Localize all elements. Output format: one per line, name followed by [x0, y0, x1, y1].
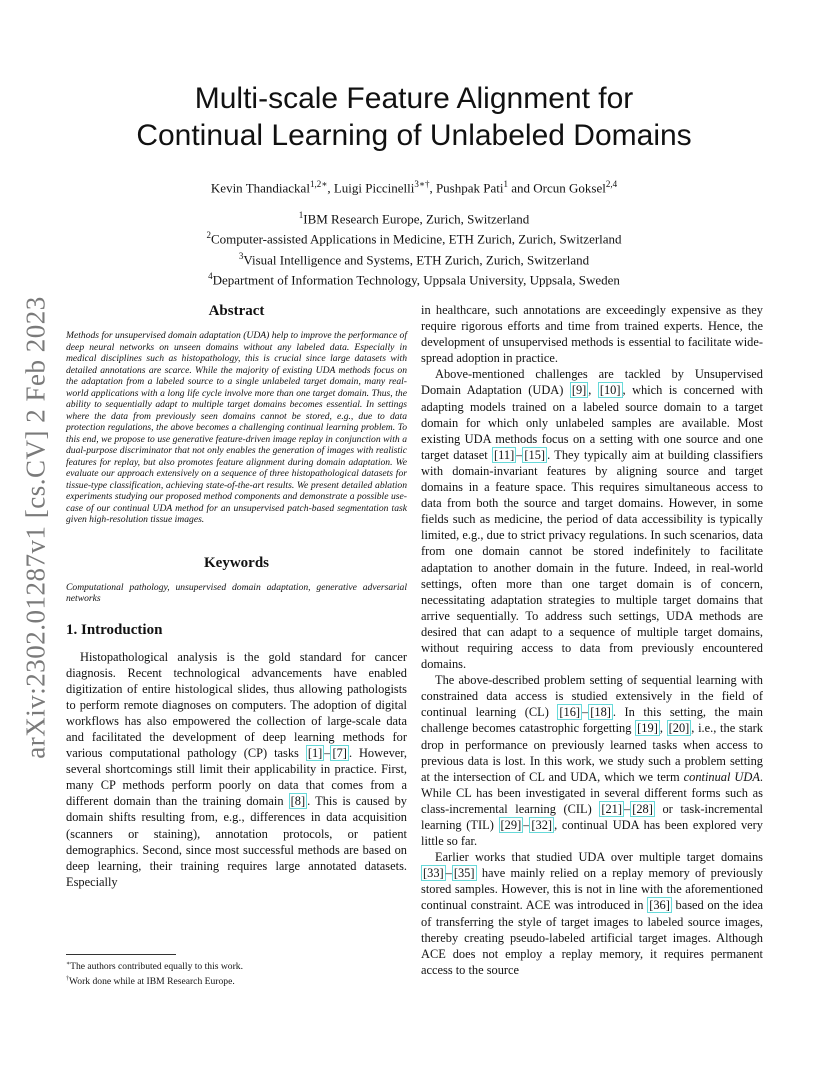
citation-link[interactable]: [35]	[453, 866, 475, 881]
arxiv-identifier-text: arXiv:2302.01287v1 [cs.CV] 2 Feb 2023	[20, 295, 51, 759]
footnote-text: Work done while at IBM Research Europe.	[69, 976, 235, 988]
paragraph	[421, 849, 763, 978]
citation-link[interactable]: [10]	[599, 383, 621, 398]
author-name: Kevin Thandiackal	[210, 180, 310, 196]
citation-link[interactable]: [32]	[531, 818, 553, 832]
text-run: , which is concerned with adapting models trained on a labeled source domain to a target domain for which only unlabeled samples are available. Most existing UDA methods focus on a setting with one source and one target dataset	[421, 383, 763, 462]
paragraph	[421, 366, 763, 672]
footnotes	[66, 954, 407, 988]
citation-link[interactable]: [1]	[307, 746, 323, 761]
author-list	[70, 175, 758, 197]
paper-title	[70, 80, 758, 154]
author-name: , Pushpak Pati	[429, 180, 504, 196]
text-run: –	[445, 866, 452, 881]
arxiv-identifier	[8, 292, 64, 762]
citation-link[interactable]: [28]	[632, 801, 653, 816]
footnote	[66, 973, 407, 988]
text-run: The above-described problem setting of sequential learning with constrained data access is studied extensively in the field of continual learning (CL)	[421, 673, 763, 720]
text-run: –	[523, 818, 530, 832]
text-run: ,	[659, 721, 667, 736]
footnote-mark: ∗	[66, 961, 71, 967]
text-run: based on the idea of transferring the style of target images to labeled source images, thereby creating pseudo-labeled artificial target images. Although ACE does not employ a replay memory, it requires permanent access to the source	[421, 898, 763, 977]
citation-link[interactable]: [20]	[668, 721, 690, 736]
text-run: Above-mentioned challenges are tackled by Unsupervised Domain Adaptation (UDA)	[421, 367, 763, 398]
affiliation	[70, 227, 758, 247]
title-line-2: Continual Learning of Unlabeled Domains	[136, 119, 692, 152]
text-run: ,	[588, 383, 598, 398]
abstract-text: Methods for unsupervised domain adaptation (UDA) help to improve the performance of deep neural networks on unseen domains without any labeled data. Especially in medical disciplines such as histopathology, this is crucial since large datasets with detailed annotations are scarce. While the majority of existing UDA methods focus on the adaptation from a labeled source to a single unlabeled target domain, many real-world applications with a long life cycle involve more than one target domain. Thus, the ability to sequentially adapt to multiple target domains becomes essential. In settings where the data from previously seen domains cannot be stored, e.g., due to data protection regulations, the above becomes a challenging continual learning problem. To this end, we propose to use generative feature-driven image replay in conjunction with a dual-purpose discriminator that not only enables the generation of images with realistic features for replay, but also promotes feature alignment during domain adaptation. We evaluate our approach extensively on a sequence of three histopathological datasets for tissue-type classification, achieving state-of-the-art results. We present detailed ablation experiments studying our proposed method components and demonstrate a possible use-case of our continual UDA method for an unsupervised patch-based segmentation task given high-resolution tissue images.	[66, 330, 407, 525]
keywords-heading: Keywords	[204, 554, 269, 571]
right-column	[421, 302, 763, 978]
affiliation-text: IBM Research Europe, Zurich, Switzerland	[303, 211, 530, 227]
text-run: . While CL has been investigated in several different forms such as class-incremental learning (CIL)	[421, 769, 763, 816]
title-line-1: Multi-scale Feature Alignment for	[194, 82, 634, 115]
affiliation-list	[70, 207, 758, 288]
footnote-rule	[66, 954, 176, 955]
paragraph	[421, 672, 763, 849]
footnote-mark: †	[66, 976, 69, 983]
introduction-body	[66, 649, 407, 890]
text-run: –	[324, 746, 331, 761]
text-run: –	[582, 705, 589, 720]
text-run: . In this setting, the main challenge becomes catastrophic forgetting	[421, 705, 763, 736]
citation-link[interactable]: [11]	[494, 447, 515, 462]
affiliation-mark: 2	[206, 230, 211, 241]
citation-link[interactable]: [19]	[637, 721, 658, 736]
citation-link[interactable]: [29]	[500, 818, 522, 832]
author-affil-mark: 1,2∗	[309, 179, 328, 189]
affiliation-mark: 1	[298, 210, 304, 220]
text-run: Histopathological analysis is the gold standard for cancer diagnosis. Recent technological advancements have enabled digitization of entire histological slides, thus allowing pathologists to perform remote diagnoses on computers. The adoption of digital workflows has also empowered the collection of large-scale data and facilitated the development of deep learning methods for various computational pathology (CP) tasks	[66, 649, 407, 761]
citation-link[interactable]: [16]	[559, 705, 581, 720]
affiliation-text: Visual Intelligence and Systems, ETH Zurich, Zurich, Switzerland	[243, 251, 590, 267]
affiliation-mark: 4	[208, 270, 213, 281]
text-run: –	[516, 447, 523, 462]
paragraph	[66, 649, 407, 890]
citation-link[interactable]: [7]	[332, 746, 347, 761]
author-affil-mark: 1	[503, 179, 508, 189]
author-name: and Orcun Goksel	[508, 180, 606, 196]
text-run: . However, several shortcomings still limit their applicability in practice. First, many CP methods perform poorly on data that comes from a different domain than the training domain	[66, 746, 407, 809]
author-name: , Luigi Piccinelli	[327, 180, 415, 196]
emphasized-term: continual UDA	[683, 769, 760, 784]
affiliation	[70, 248, 758, 268]
affiliation	[70, 268, 758, 288]
citation-link[interactable]: [36]	[649, 898, 670, 913]
author-affil-mark: 3∗†	[414, 179, 430, 189]
footnote-text: The authors contributed equally to this work.	[70, 961, 243, 973]
text-run: . They typically aim at building classifiers with domain-invariant features by aligning source and target domains in a feature space. This requires simultaneous access to data from both the source and target domains. However, in some fields such as medicine, the period of data accessibility is typically limited, e.g., due to strict privacy regulations. In such scenarios, data from one domain cannot be stored indefinitely to facilitate adaptation to another domain in the future. Indeed, in real-world settings, often more than one target domain is of concern, necessitating adaptation strategies to multiple target domains that arrive sequentially. To address such settings, UDA methods are desired that can adapt to a sequence of multiple target domains, without requiring access to data from previously encountered domains.	[421, 447, 763, 672]
text-run: Earlier works that studied UDA over multiple target domains	[435, 850, 763, 865]
footnote	[66, 958, 407, 973]
text-run: , i.e., the stark drop in performance on previously learned tasks when access to previous data is lost. In this work, we study such a problem setting at the intersection of CL and UDA, which we term	[421, 721, 763, 784]
text-run: have mainly relied on a replay memory of previously stored samples. However, this is not in line with the aforementioned continual constraint. ACE was introduced in	[421, 866, 763, 913]
author-affil-mark: 2,4	[605, 179, 618, 189]
keywords-text: Computational pathology, unsupervised domain adaptation, generative adversarial networks	[66, 581, 407, 604]
text-run: or task-incremental learning (TIL)	[421, 801, 763, 832]
affiliation-text: Department of Information Technology, Uppsala University, Uppsala, Sweden	[212, 272, 620, 288]
text-run: . This is caused by domain shifts resulting from, e.g., differences in data acquisition (scanners or staining), annotation protocols, or patient demographics. Second, since most successful methods are based on deep learning, their training requires large annotated datasets. Especially	[66, 794, 407, 889]
citation-link[interactable]: [21]	[601, 801, 623, 816]
citation-link[interactable]: [18]	[590, 705, 611, 720]
affiliation-mark: 3	[238, 250, 244, 261]
paragraph: in healthcare, such annotations are exceedingly expensive as they require rigorous efforts and time from trained experts. Hence, the development of unsupervised methods is essential to facilitate wide-spread adoption in practice.	[421, 303, 763, 366]
affiliation	[70, 207, 758, 227]
introduction-heading: 1. Introduction	[66, 621, 163, 638]
text-run: , continual UDA has been explored very little so far.	[421, 818, 763, 849]
citation-link[interactable]: [15]	[524, 447, 546, 462]
text-run: –	[624, 801, 631, 816]
citation-link[interactable]: [33]	[423, 866, 444, 881]
left-column	[66, 302, 407, 890]
affiliation-text: Computer-assisted Applications in Medicine, ETH Zurich, Zurich, Switzerland	[210, 231, 622, 247]
citation-link[interactable]: [9]	[571, 383, 587, 398]
abstract-heading: Abstract	[208, 303, 265, 319]
citation-link[interactable]: [8]	[290, 794, 306, 809]
